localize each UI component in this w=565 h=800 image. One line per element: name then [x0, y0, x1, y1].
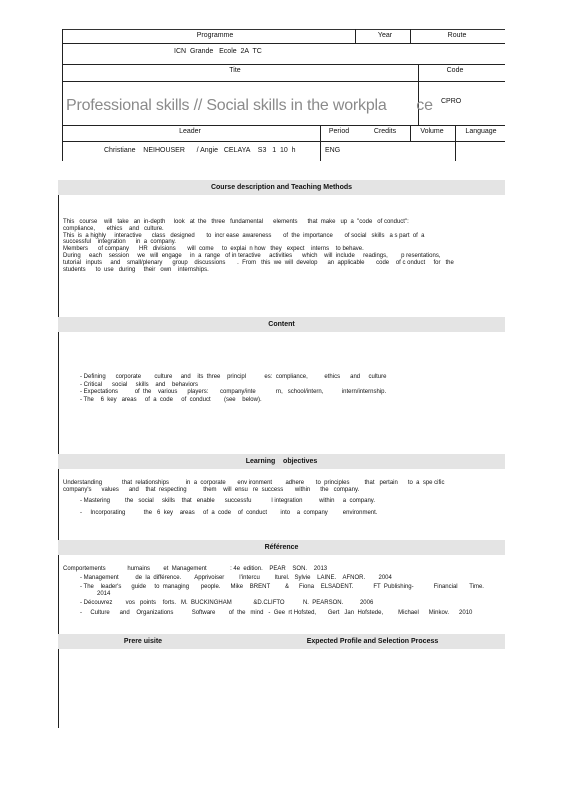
profile-heading: Expected Profile and Selection Process: [306, 638, 439, 645]
objectives-heading: Learning objectives: [245, 458, 318, 465]
language-label: Language: [465, 128, 497, 135]
description-line: This is a highly interactive class designed to incr ease awareness of the importance of social skills a s part of a: [63, 232, 425, 239]
prerequisite-heading: Prere uisite: [123, 638, 163, 645]
language-value: ENG: [325, 147, 341, 154]
list-item: - Incorporating the 6 key areas of a code of conduct into a company environment.: [80, 509, 378, 516]
description-line: successful integration in a company.: [63, 239, 176, 246]
objectives-line: Understanding that relationships in a corporate env ironment adhere to principles that pertain to a spe cific: [63, 480, 445, 486]
leader-label: Leader: [179, 128, 201, 135]
content-list: [80, 374, 386, 404]
reference-list: [63, 566, 484, 617]
leader-value: Christiane NEIHOUSER / Angie CELAYA S3 1 10 h: [104, 147, 296, 154]
objectives-list: [80, 498, 377, 517]
description-line: This course will take an in-depth look at the three fundamental elements that make up a "code of conduct":: [63, 219, 409, 225]
description-text: [63, 219, 491, 273]
reference-line: - The leader's guide to managing people. Mike BRENT & Fiona ELSADENT. FT Publishing- Financial Time.: [80, 584, 484, 590]
list-item: - Defining corporate culture and its three principl es: compliance, ethics and culture: [80, 374, 387, 380]
list-item: - The 6 key areas of a code of conduct (see below).: [80, 396, 262, 403]
volume-label: Volume: [420, 128, 444, 135]
reference-line: 2014: [97, 591, 111, 597]
course-title: Professional skills // Social skills in the workpla ce: [66, 97, 433, 114]
reference-line: - Découvrez vos points forts. M. BUCKINGHAM &D.CLIFTO N. PEARSON. 2006: [80, 600, 374, 606]
reference-heading: Référence: [264, 544, 299, 551]
content-heading: Content: [268, 321, 295, 328]
list-item: - Mastering the social skills that enable successfu l integration within a company.: [80, 498, 376, 504]
objectives-text: [63, 480, 493, 494]
description-line: Members of company HR divisions will come to explai n how they expect interns to behave.: [63, 246, 364, 253]
reference-line: - Culture and Organizations Software of the mind - Gee rt Hofsted, Gert Jan Hofstede, Michael Minkov. 2010: [80, 610, 473, 616]
programme-value: ICN Grande Ecole 2A TC: [174, 48, 262, 55]
objectives-line: company's values and that respecting them will ensu re success within the company.: [63, 486, 360, 493]
route-label: Route: [447, 32, 467, 39]
description-line: During each session we will engage in a range of in teractive activities which will include readings, p resentations,: [63, 252, 441, 259]
description-line: students to use during their own internships.: [63, 266, 209, 273]
objectives-heading-bar: [58, 454, 505, 469]
description-heading: Course description and Teaching Methods: [210, 184, 353, 191]
list-item: - Expectations of the various players: company/inte rn, school/intern, intern/internship.: [80, 389, 387, 395]
programme-label: Programme: [196, 32, 234, 39]
period-label: Period: [328, 128, 350, 135]
title-label: Tite: [229, 67, 241, 74]
description-heading-bar: [58, 180, 505, 195]
content-heading-bar: [58, 317, 505, 332]
description-line: compliance, ethics and culture.: [63, 225, 164, 232]
credits-label: Credits: [373, 128, 397, 135]
year-label: Year: [377, 32, 393, 39]
code-label: Code: [446, 67, 464, 74]
list-item: - Critical social skills and behaviors: [80, 381, 199, 388]
reference-line: Comportements humains et Management : 4e edition. PEAR SON. 2013: [63, 566, 328, 572]
reference-heading-bar: [58, 540, 505, 555]
reference-line: - Management de la différence. Apprivoiser l'intercu lturel. Sylvie LAINE. AFNOR. 2004: [80, 575, 392, 581]
course-code: CPRO: [441, 98, 462, 105]
description-line: tutorial inputs and small/plenary group discussions . From this we will develop an applicable code of c onduct for the: [63, 259, 454, 266]
